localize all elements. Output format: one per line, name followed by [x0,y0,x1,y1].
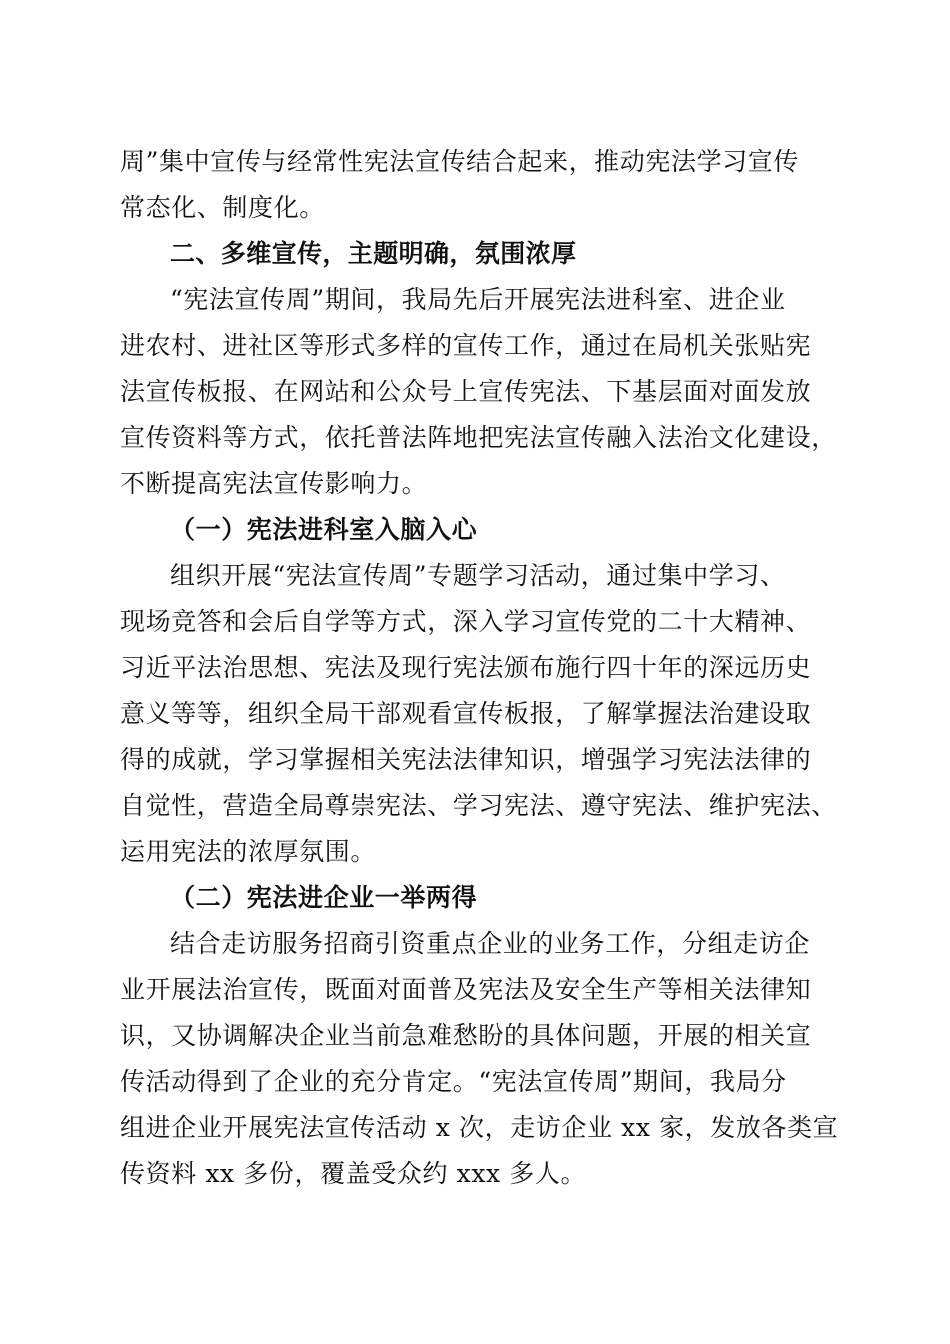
paragraph-line: 传活动得到了企业的充分肯定。“宪法宣传周”期间，我局分 [120,1067,787,1096]
paragraph-line: “宪法宣传周”期间，我局先后开展宪法进科室、进企业 [170,285,786,314]
paragraph-line: 进农村、进社区等形式多样的宣传工作，通过在局机关张贴宪 [120,331,812,360]
paragraph-line: 周”集中宣传与经常性宪法宣传结合起来，推动宪法学习宣传 [120,147,799,176]
paragraph-line: 传资料 xx 多份，覆盖受众约 xxx 多人。 [120,1159,587,1188]
paragraph-line: 常态化、制度化。 [120,193,325,222]
paragraph-line: 结合走访服务招商引资重点企业的业务工作，分组走访企 [170,929,811,958]
paragraph-line: 组织开展“宪法宣传周”专题学习活动，通过集中学习、 [170,561,786,590]
paragraph-line: 自觉性，营造全局尊崇宪法、学习宪法、遵守宪法、维护宪法、 [120,791,837,820]
paragraph-line: 识，又协调解决企业当前急难愁盼的具体问题，开展的相关宣 [120,1021,812,1050]
subsection-heading: （二）宪法进企业一举两得 [170,883,478,912]
subsection-heading: （一）宪法进科室入脑入心 [170,515,478,544]
section-heading: 二、多维宣传，主题明确，氛围浓厚 [170,239,577,268]
paragraph-line: 宣传资料等方式，依托普法阵地把宪法宣传融入法治文化建设， [120,423,837,452]
paragraph-line: 法宣传板报、在网站和公众号上宣传宪法、下基层面对面发放 [120,377,812,406]
paragraph-line: 组进企业开展宪法宣传活动 x 次，走访企业 xx 家，发放各类宣 [120,1113,839,1142]
paragraph-line: 意义等等，组织全局干部观看宣传板报，了解掌握法治建设取 [120,699,812,728]
paragraph-line: 运用宪法的浓厚氛围。 [120,837,377,866]
paragraph-line: 现场竞答和会后自学等方式，深入学习宣传党的二十大精神、 [120,607,812,636]
paragraph-line: 不断提高宪法宣传影响力。 [120,469,428,498]
paragraph-line: 得的成就，学习掌握相关宪法法律知识，增强学习宪法法律的 [120,745,812,774]
paragraph-line: 习近平法治思想、宪法及现行宪法颁布施行四十年的深远历史 [120,653,812,682]
paragraph-line: 业开展法治宣传，既面对面普及宪法及安全生产等相关法律知 [120,975,812,1004]
